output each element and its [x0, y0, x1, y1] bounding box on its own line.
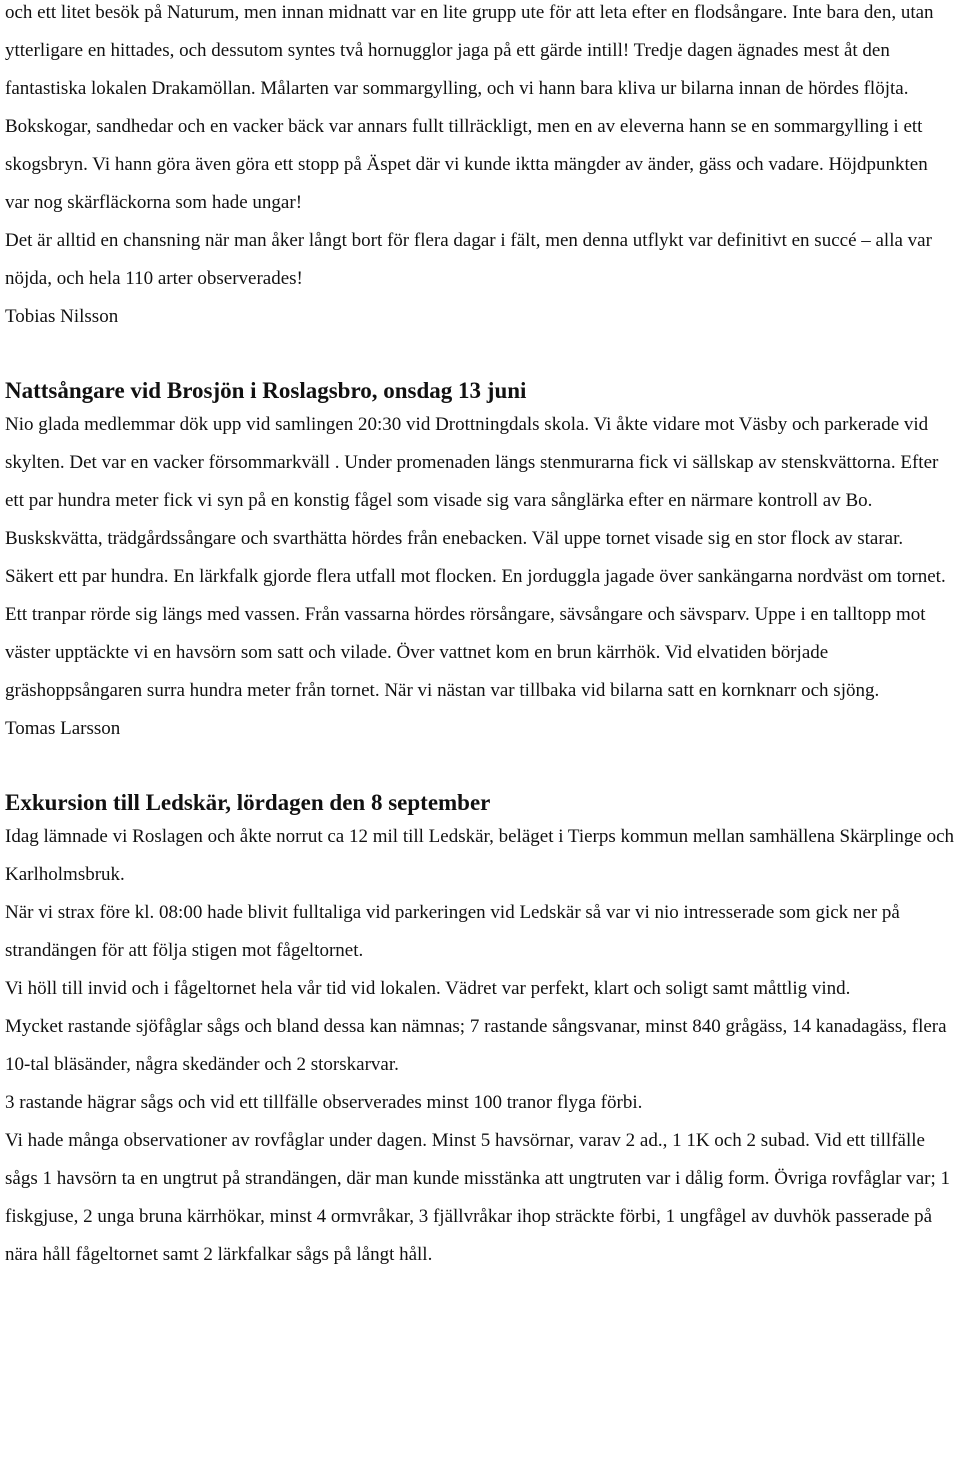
- author-name: Tobias Nilsson: [5, 306, 119, 327]
- body-paragraph: När vi strax före kl. 08:00 hade blivit fulltaliga vid parkeringen vid Ledskär så var vi nio intresserade som gick ner på strandängen för att följa stigen mot fågeltornet.: [5, 902, 900, 961]
- body-paragraph: Det är alltid en chansning när man åker långt bort för flera dagar i fält, men denna utflykt var definitivt en succé – alla var nöjda, och hela 110 arter observerades!: [5, 230, 932, 289]
- body-paragraph: Vi höll till invid och i fågeltornet hela vår tid vid lokalen. Vädret var perfekt, klart och soligt samt måttlig vind.: [5, 978, 851, 999]
- body-paragraph: Nio glada medlemmar dök upp vid samlingen 20:30 vid Drottningdals skola. Vi åkte vidare mot Väsby och parkerade vid skylten. Det var en vacker försommarkväll . Under promenaden längs stenmurarna fick vi sällskap av stenskvättorna. Efter ett par hundra meter fick vi syn på en konstig fågel som visade sig vara sånglärka efter en närmare kontroll av Bo. Buskskvätta, trädgårdssångare och svarthätta hördes från enebacken. Väl uppe tornet visade sig en stor flock av starar. Säkert ett par hundra. En lärkfalk gjorde flera utfall mot flocken. En jorduggla jagade över sankängarna nordväst om tornet. Ett tranpar rörde sig längs med vassen. Från vassarna hördes rörsångare, sävsångare och sävsparv. Uppe i en talltopp mot väster upptäckte vi en havsörn som satt och vilade. Över vattnet kom en brun kärrhök. Vid elvatiden började gräshoppsångaren surra hundra meter från tornet. När vi nästan var tillbaka vid bilarna satt en kornknarr och sjöng.: [5, 414, 946, 701]
- body-paragraph: 3 rastande hägrar sågs och vid ett tillfälle observerades minst 100 tranor flyga förbi.: [5, 1092, 643, 1113]
- body-paragraph: Mycket rastande sjöfåglar sågs och bland dessa kan nämnas; 7 rastande sångsvanar, minst 840 grågäss, 14 kanadagäss, flera 10-tal bläsänder, några skedänder och 2 storskarvar.: [5, 1016, 947, 1075]
- section-heading: Nattsångare vid Brosjön i Roslagsbro, onsdag 13 juni: [5, 378, 527, 403]
- body-paragraph: Idag lämnade vi Roslagen och åkte norrut ca 12 mil till Ledskär, beläget i Tierps kommun mellan samhällena Skärplinge och Karlholmsbruk.: [5, 826, 955, 885]
- body-paragraph: Vi hade många observationer av rovfåglar under dagen. Minst 5 havsörnar, varav 2 ad., 1 1K och 2 subad. Vid ett tillfälle sågs 1 havsörn ta en ungtrut på strandängen, där man kunde misstänka att ungtruten var i dålig form. Övriga rovfåglar var; 1 fiskgjuse, 2 unga bruna kärrhökar, minst 4 ormvråkar, 3 fjällvråkar ihop sträckte förbi, 1 ungfågel av duvhök passerade på nära håll fågeltornet samt 2 lärkfalkar sågs på långt håll.: [5, 1130, 950, 1265]
- body-paragraph: och ett litet besök på Naturum, men innan midnatt var en lite grupp ute för att leta efter en flodsångare. Inte bara den, utan ytterligare en hittades, och dessutom syntes två hornugglor jaga på ett gärde intill! Tredje dagen ägnades mest åt den fantastiska lokalen Drakamöllan. Målarten var sommargylling, och vi hann bara kliva ur bilarna innan de hördes flöjta. Bokskogar, sandhedar och en vacker bäck var annars fullt tillräckligt, men en av eleverna hann se en sommargylling i ett skogsbryn. Vi hann göra även göra ett stopp på Äspet där vi kunde iktta mängder av änder, gäss och vadare. Höjdpunkten var nog skärfläckorna som hade ungar!: [5, 2, 934, 213]
- author-name: Tomas Larsson: [5, 718, 121, 739]
- section-heading: Exkursion till Ledskär, lördagen den 8 september: [5, 790, 491, 815]
